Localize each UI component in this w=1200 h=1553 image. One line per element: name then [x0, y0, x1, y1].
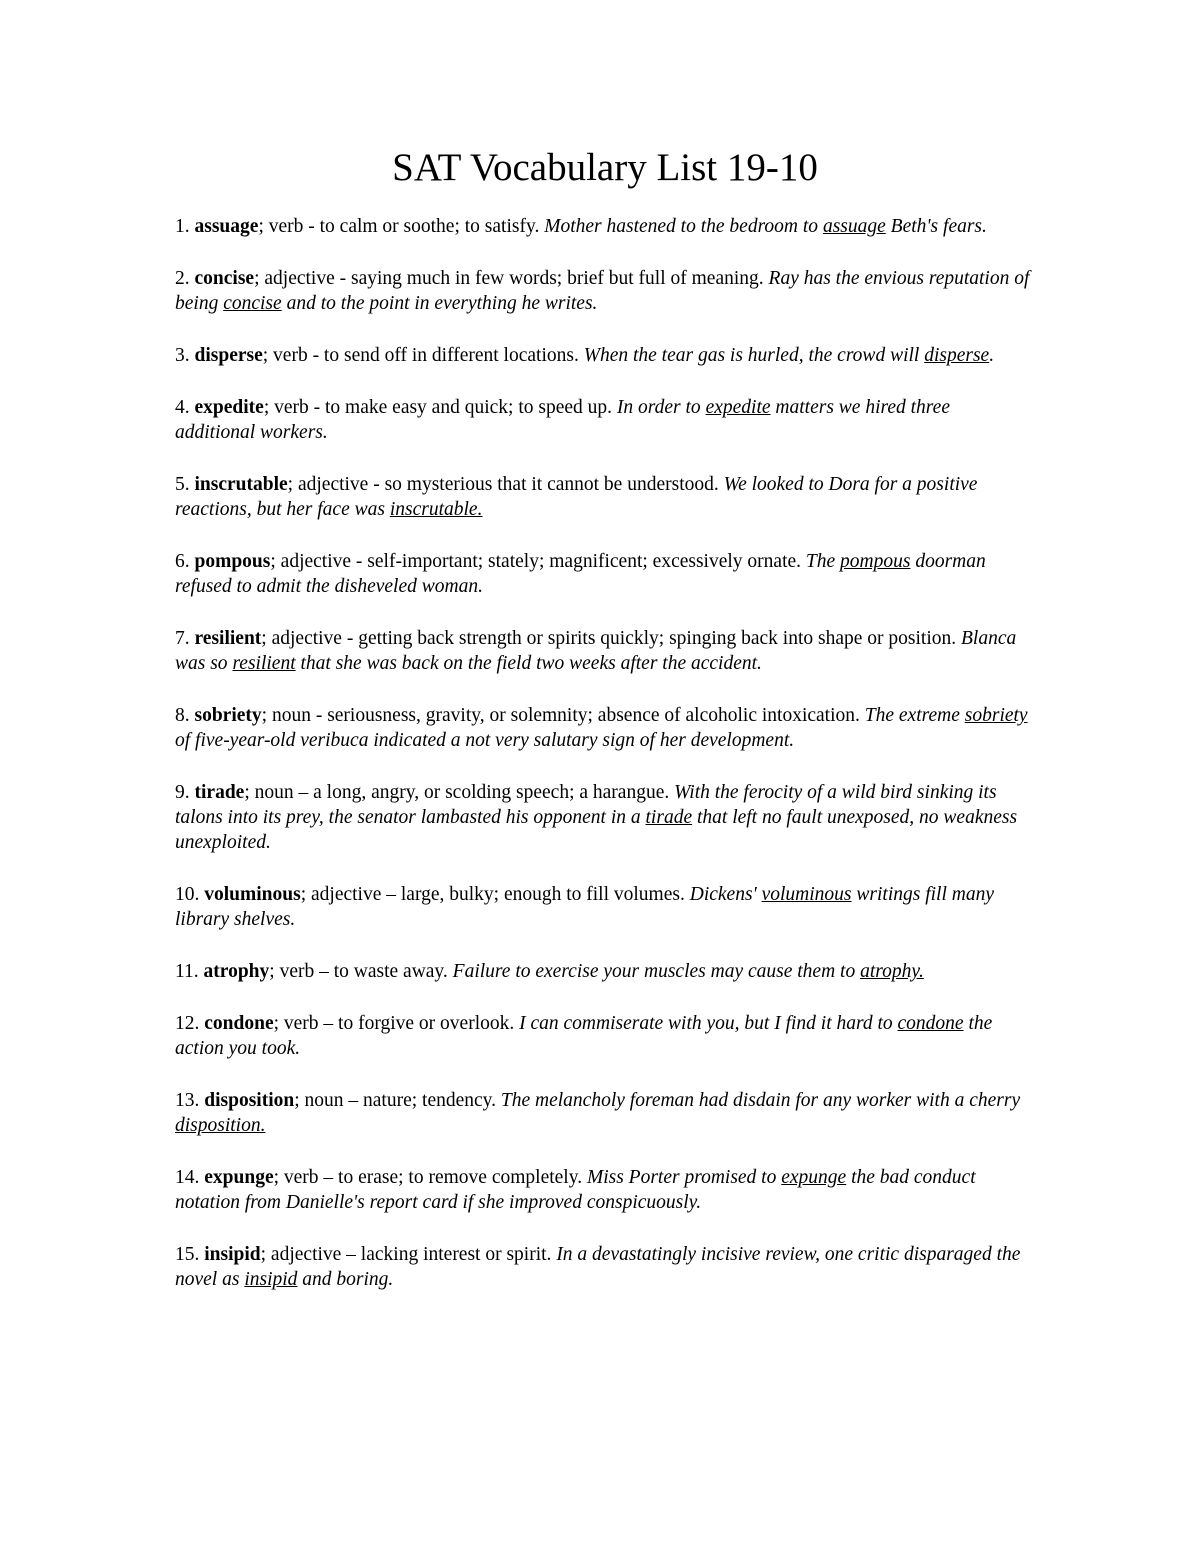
document-page	[175, 140, 1035, 1319]
entry-example: We looked to Dora for a positive reactions, but her face was	[175, 474, 978, 520]
entry-number: 8.	[175, 705, 195, 726]
entry-number: 7.	[175, 628, 195, 649]
entry-word: condone	[204, 1013, 274, 1034]
entry-word: disperse	[194, 345, 263, 366]
entry-example-end: that left no fault unexposed, no weakness unexploited.	[175, 807, 1018, 853]
vocab-entry	[175, 343, 1035, 368]
entry-number: 14.	[175, 1167, 205, 1188]
entry-example: Miss Porter promised to	[586, 1167, 782, 1188]
entry-number: 5.	[175, 474, 195, 495]
entry-number: 6.	[175, 551, 195, 572]
entry-definition: ; noun - seriousness, gravity, or solemnity; absence of alcoholic intoxication.	[261, 705, 865, 726]
entry-number: 15.	[175, 1244, 205, 1265]
entry-example: When the tear gas is hurled, the crowd will	[583, 345, 925, 366]
entry-definition: ; noun – nature; tendency.	[294, 1090, 501, 1111]
entry-word: tirade	[194, 782, 245, 803]
vocab-entry	[175, 780, 1035, 855]
entry-example-end: doorman refused to admit the disheveled woman.	[175, 551, 986, 597]
entry-example-word: insipid	[244, 1269, 298, 1290]
entry-example-end: Beth's fears.	[885, 216, 987, 237]
entry-number: 2.	[175, 268, 195, 289]
vocab-entry	[175, 1242, 1035, 1292]
entry-word: pompous	[194, 551, 271, 572]
entry-word: disposition	[204, 1090, 295, 1111]
vocab-entry	[175, 395, 1035, 445]
vocab-entry	[175, 1088, 1035, 1138]
page-title: SAT Vocabulary List 19-10	[392, 146, 818, 189]
entry-word: voluminous	[204, 884, 301, 905]
entry-number: 11.	[175, 961, 204, 982]
entry-definition: ; adjective - so mysterious that it cannot be understood.	[287, 474, 724, 495]
entry-example: The	[805, 551, 841, 572]
entry-example: In a devastatingly incisive review, one critic disparaged the novel as	[175, 1244, 1021, 1290]
vocab-entry	[175, 703, 1035, 753]
entry-example-end: matters we hired three additional workers.	[175, 397, 950, 443]
entry-example: Mother hastened to the bedroom to	[544, 216, 823, 237]
vocab-entry	[175, 214, 1035, 239]
entry-example-word: concise	[223, 293, 282, 314]
entry-example-end: and to the point in everything he writes.	[281, 293, 598, 314]
entry-word: inscrutable	[194, 474, 288, 495]
entry-definition: ; verb - to make easy and quick; to speed up.	[263, 397, 617, 418]
vocab-entry	[175, 959, 1035, 984]
entry-definition: ; verb - to calm or soothe; to satisfy.	[258, 216, 545, 237]
entry-example-word: atrophy.	[860, 961, 924, 982]
entry-example-word: resilient	[232, 653, 296, 674]
entry-example: Dickens'	[689, 884, 762, 905]
entry-example-word: disperse	[924, 345, 990, 366]
entry-number: 13.	[175, 1090, 205, 1111]
entry-definition: ; noun – a long, angry, or scolding speech; a harangue.	[244, 782, 675, 803]
entry-definition: ; adjective - getting back strength or spirits quickly; spinging back into shape or position.	[261, 628, 962, 649]
entry-word: atrophy	[203, 961, 270, 982]
entry-word: resilient	[194, 628, 262, 649]
entry-definition: ; adjective – large, bulky; enough to fill volumes.	[300, 884, 690, 905]
entry-definition: ; adjective - self-important; stately; magnificent; excessively ornate.	[270, 551, 806, 572]
entry-number: 4.	[175, 397, 195, 418]
vocab-entry	[175, 266, 1035, 316]
entry-example-end: writings fill many library shelves.	[175, 884, 994, 930]
entry-number: 12.	[175, 1013, 205, 1034]
entry-example-word: tirade	[645, 807, 693, 828]
vocab-entry	[175, 882, 1035, 932]
entry-example-word: disposition.	[175, 1115, 266, 1136]
entry-example: With the ferocity of a wild bird sinking its talons into its prey, the senator lambasted his opponent in a	[175, 782, 997, 828]
entry-example: Blanca was so	[175, 628, 1017, 674]
entry-number: 1.	[175, 216, 195, 237]
entry-word: expedite	[194, 397, 264, 418]
entry-example-word: expedite	[705, 397, 771, 418]
entry-example-word: assuage	[822, 216, 886, 237]
vocab-entry	[175, 472, 1035, 522]
entry-number: 10.	[175, 884, 205, 905]
entry-definition: ; verb – to waste away.	[269, 961, 453, 982]
entry-word: expunge	[204, 1167, 274, 1188]
entry-example: The melancholy foreman had disdain for any worker with a cherry	[500, 1090, 1021, 1111]
vocab-entry	[175, 549, 1035, 599]
entry-definition: ; verb - to send off in different locations.	[262, 345, 584, 366]
entry-example-word: condone	[897, 1013, 964, 1034]
entry-definition: ; adjective – lacking interest or spirit.	[260, 1244, 557, 1265]
entry-example-end: of five-year-old veribuca indicated a not very salutary sign of her development.	[175, 730, 795, 751]
entry-definition: ; verb – to forgive or overlook.	[273, 1013, 520, 1034]
entry-example-word: sobriety	[964, 705, 1028, 726]
vocab-entry	[175, 1011, 1035, 1061]
entry-example-end: the bad conduct notation from Danielle's report card if she improved conspicuously.	[175, 1167, 976, 1213]
entry-example: The extreme	[864, 705, 965, 726]
entry-example-end: that she was back on the field two weeks after the accident.	[295, 653, 762, 674]
entry-word: insipid	[204, 1244, 261, 1265]
entry-number: 9.	[175, 782, 195, 803]
entry-example: In order to	[616, 397, 706, 418]
entry-example-end: the action you took.	[175, 1013, 993, 1059]
entry-definition: ; adjective - saying much in few words; brief but full of meaning.	[254, 268, 769, 289]
entry-example-word: voluminous	[761, 884, 852, 905]
entry-example-end: and boring.	[297, 1269, 394, 1290]
entry-example-word: expunge	[781, 1167, 847, 1188]
vocab-entry	[175, 626, 1035, 676]
entry-word: sobriety	[194, 705, 262, 726]
entry-example-word: inscrutable.	[389, 499, 483, 520]
entry-example-word: pompous	[840, 551, 911, 572]
entry-example: I can commiserate with you, but I find it hard to	[519, 1013, 898, 1034]
entry-definition: ; verb – to erase; to remove completely.	[273, 1167, 587, 1188]
entry-example-end: .	[989, 345, 995, 366]
vocab-entry	[175, 1165, 1035, 1215]
entry-example: Failure to exercise your muscles may cause them to	[452, 961, 861, 982]
entry-word: assuage	[194, 216, 259, 237]
entry-example: Ray has the envious reputation of being	[175, 268, 1030, 314]
entry-number: 3.	[175, 345, 195, 366]
entry-word: concise	[194, 268, 255, 289]
